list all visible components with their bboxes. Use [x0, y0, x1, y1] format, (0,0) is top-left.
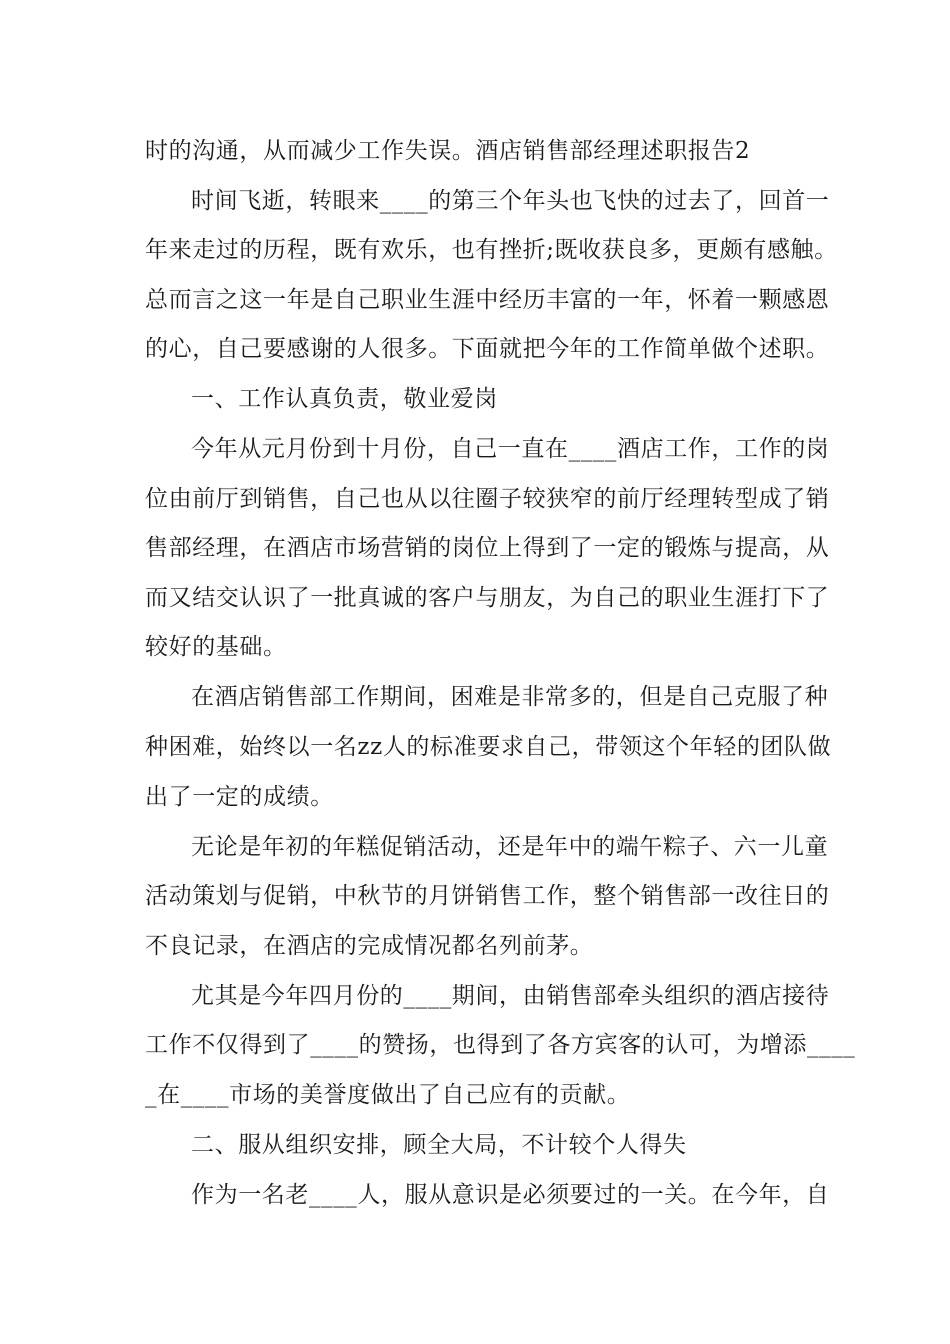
- paragraph-first-line: 无论是年初的年糕促销活动，还是年中的端午粽子、六一儿童: [191, 834, 829, 860]
- text-line: 的心，自己要感谢的人很多。下面就把今年的工作简单做个述职。: [145, 336, 830, 362]
- text-line: 时的沟通，从而减少工作失误。酒店销售部经理述职报告2: [145, 138, 751, 164]
- section-heading: 一、工作认真负责，敬业爱岗: [191, 386, 498, 412]
- paragraph-first-line: 今年从元月份到十月份，自己一直在____酒店工作，工作的岗: [191, 436, 830, 462]
- paragraph-first-line: 作为一名老____人，服从意识是必须要过的一关。在今年，自: [191, 1182, 830, 1208]
- text-line: 较好的基础。: [145, 634, 287, 660]
- text-line: 出了一定的成绩。: [145, 784, 334, 810]
- text-line: 年来走过的历程，既有欢乐，也有挫折;既收获良多，更颇有感触。: [145, 237, 838, 263]
- text-line: 总而言之这一年是自己职业生涯中经历丰富的一年，怀着一颗感恩: [145, 287, 830, 313]
- text-line: 位由前厅到销售，自己也从以往圈子较狭窄的前厅经理转型成了销: [145, 486, 830, 512]
- text-line: 不良记录，在酒店的完成情况都名列前茅。: [145, 933, 594, 959]
- text-line: 活动策划与促销，中秋节的月饼销售工作，整个销售部一改往日的: [145, 883, 830, 909]
- section-heading: 二、服从组织安排，顾全大局，不计较个人得失: [191, 1132, 687, 1158]
- paragraph-first-line: 尤其是今年四月份的____期间，由销售部牵头组织的酒店接待: [191, 983, 830, 1009]
- paragraph-first-line: 在酒店销售部工作期间，困难是非常多的，但是自己克服了种: [191, 684, 829, 710]
- text-line: 种困难，始终以一名zz人的标准要求自己，带领这个年轻的团队做: [145, 734, 832, 760]
- text-line: 工作不仅得到了____的赞扬，也得到了各方宾客的认可，为增添____: [145, 1032, 856, 1058]
- text-line: 而又结交认识了一批真诚的客户与朋友，为自己的职业生涯打下了: [145, 585, 830, 611]
- text-line: _在____市场的美誉度做出了自己应有的贡献。: [145, 1082, 631, 1108]
- text-line: 售部经理，在酒店市场营销的岗位上得到了一定的锻炼与提高，从: [145, 535, 830, 561]
- paragraph-first-line: 时间飞逝，转眼来____的第三个年头也飞快的过去了，回首一: [191, 188, 830, 214]
